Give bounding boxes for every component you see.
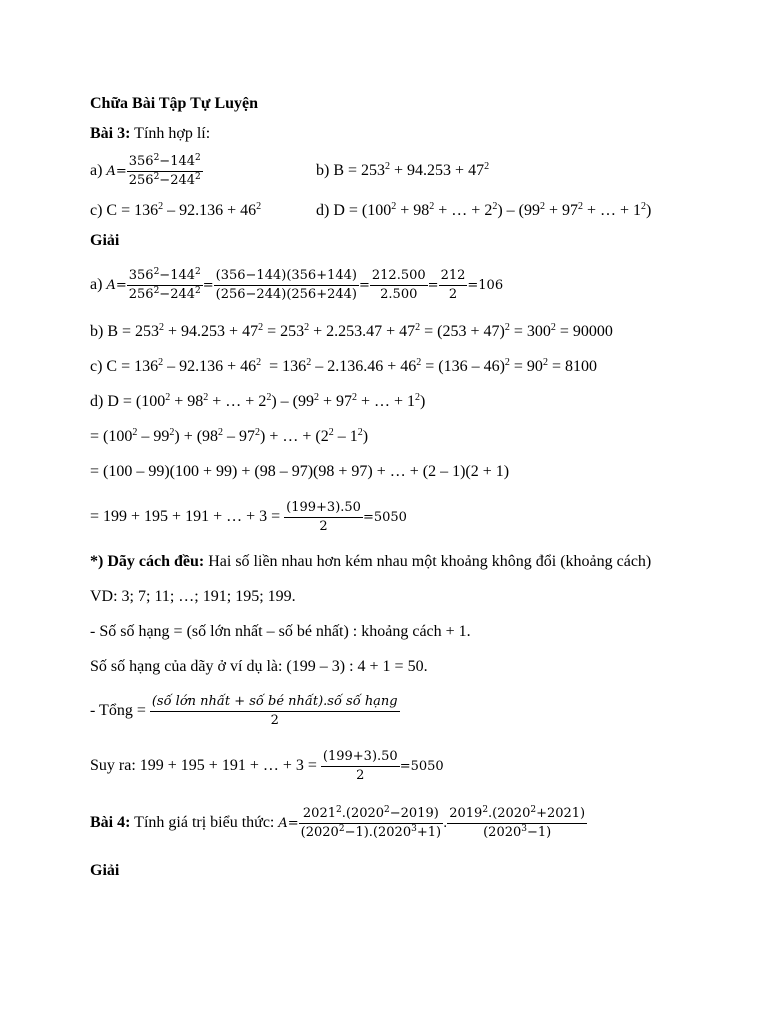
exercise-3a: a) A= $\frac{356^2-144^2}{256^2-244^2}$ xyxy=(90,153,201,188)
solution-3c: c) $C = 136^2 - 92.136 + 46^2 = 136^2 - 2.136.46 + 46^2 = (136 - 46)^2 = 90^2 = 8100$ xyxy=(90,357,597,375)
document-title: Chữa Bài Tập Tự Luyện xyxy=(90,95,259,112)
solution-heading: Giải xyxy=(90,232,120,249)
solution-3d-line3: = (100 – 99)(100 + 99) + (98 – 97)(98 + 97) + … + (2 – 1)(2 + 1) xyxy=(90,463,510,480)
solution-3d-line1: d) $D = (100^2 + 98^2$ + … + $2^2) - (99^2 + 97^2$ + … + $1^2$) xyxy=(90,392,426,410)
solution-3d-line4: = 199 + 195 + 191 + … + 3 = $\frac{(199+3).50}{2}$ =5050 xyxy=(90,500,407,534)
exercise-3b: b) $B = 253^2 + 94.253 + 47^2$ xyxy=(316,161,490,179)
solution-3a: a) A= $\frac{356^2-144^2}{256^2-244^2}$ = $\frac{(356-144)(356+144)}{(256-244)(256+244)}$ = $\frac{212.500}{2.500}$ = $\frac{212}{2}$ =106 xyxy=(90,267,504,302)
sum-conclusion: Suy ra: 199 + 195 + 191 + … + 3 = $\frac{(199+3).50}{2}$ =5050 xyxy=(90,749,444,783)
solution-heading-2: Giải xyxy=(90,862,120,879)
exercise-3-heading: Bài 3: Tính hợp lí: xyxy=(90,125,211,142)
sum-formula: - Tổng = $\frac{\text{(số lớn nhất + số bé nhất).số số hạng}}{2}$ xyxy=(90,694,398,728)
exercise-3c: c) $C = 136^2 - 92.136 + 46^2$ xyxy=(90,201,262,219)
arithmetic-sequence-definition: *) Dãy cách đều: Hai số liền nhau hơn kém nhau một khoảng không đổi (khoảng cách) xyxy=(90,553,652,570)
solution-3d-line2: = $(100^2 - 99^2) + (98^2 - 97^2)$ + … + $(2^2 - 1^2)$ xyxy=(90,427,369,445)
term-count-example: Số số hạng của dãy ở ví dụ là: (199 – 3) : 4 + 1 = 50. xyxy=(90,658,428,675)
solution-3b: b) $B = 253^2 + 94.253 + 47^2 = 253^2 + 2.253.47 + 47^2 = (253 + 47)^2 = 300^2 = 90000$ xyxy=(90,322,613,340)
term-count-rule: - Số số hạng = (số lớn nhất – số bé nhất) : khoảng cách + 1. xyxy=(90,623,471,640)
example-sequence: VD: 3; 7; 11; …; 191; 195; 199. xyxy=(90,588,296,605)
exercise-4-heading: Bài 4: Tính giá trị biểu thức: A= $\frac{2021^2.(2020^2-2019)}{(2020^2-1).(2020^3+1)}$ . $\frac{2019^2.(2020^2+2021)}{(2020^3-1)}$ xyxy=(90,805,586,840)
exercise-3d: d) $D = (100^2 + 98^2$ + … + $2^2) - (99^2 + 97^2$ + … + $1^2$) xyxy=(316,201,652,219)
